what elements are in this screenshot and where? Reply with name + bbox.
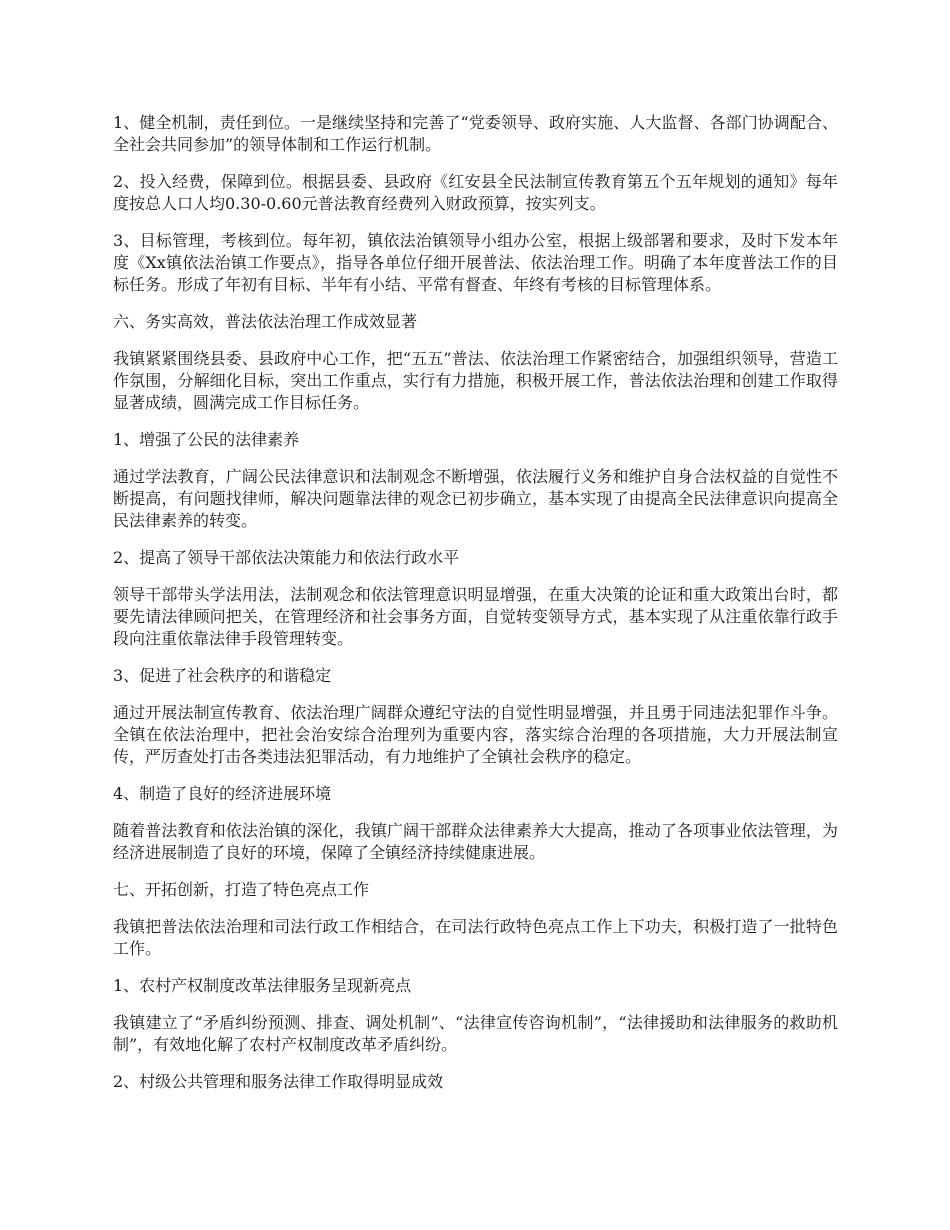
section-heading-6: 六、务实高效，普法依法治理工作成效显著 [113, 312, 418, 331]
subheading-property-reform: 1、农村产权制度改革法律服务呈现新亮点 [113, 976, 412, 995]
paragraph-leadership: 领导干部带头学法用法，法制观念和依法管理意识明显增强，在重大决策的论证和重大政策出台时，都要先请法律顾问把关，在管理经济和社会事务方面，自觉转变领导方式，基本实现了从注重依靠行政手段向注重依靠法律手段管理转变。 [113, 585, 838, 648]
paragraph-funding: 2、投入经费，保障到位。根据县委、县政府《红安县全民法制宣传教育第五个五年规划的通知》每年度按总人口人均0.30-0.60元普法教育经费列入财政预算，按实列支。 [113, 172, 838, 213]
paragraph-section-7-intro: 我镇把普法依法治理和司法行政工作相结合，在司法行政特色亮点工作上下功夫，积极打造了一批特色工作。 [113, 917, 838, 958]
paragraph-property-reform: 我镇建立了“矛盾纠纷预测、排查、调处机制”、“法律宣传咨询机制”，“法律援助和法律服务的救助机制”，有效地化解了农村产权制度改革矛盾纠纷。 [113, 1013, 838, 1054]
paragraph-social-order: 通过开展法制宣传教育、依法治理广阔群众遵纪守法的自觉性明显增强，并且勇于同违法犯罪作斗争。全镇在依法治理中，把社会治安综合治理列为重要内容，落实综合治理的各项措施，大力开展法制宣传，严厉查处打击各类违法犯罪活动，有力地维护了全镇社会秩序的稳定。 [113, 703, 838, 766]
subheading-village-services: 2、村级公共管理和服务法律工作取得明显成效 [113, 1072, 444, 1091]
subheading-leadership: 2、提高了领导干部依法决策能力和依法行政水平 [113, 548, 460, 567]
subheading-legal-literacy: 1、增强了公民的法律素养 [113, 430, 300, 449]
paragraph-mechanism: 1、健全机制，责任到位。一是继续坚持和完善了“党委领导、政府实施、人大监督、各部门协调配合、全社会共同参加”的领导体制和工作运行机制。 [113, 113, 838, 154]
subheading-economy: 4、制造了良好的经济进展环境 [113, 784, 332, 803]
paragraph-section-6-intro: 我镇紧紧围绕县委、县政府中心工作，把“五五”普法、依法治理工作紧密结合，加强组织领导，营造工作氛围，分解细化目标，突出工作重点，实行有力措施，积极开展工作，普法依法治理和创建工作取得显著成绩，圆满完成工作目标任务。 [113, 349, 838, 412]
subheading-social-order: 3、促进了社会秩序的和谐稳定 [113, 666, 332, 685]
document-body [113, 112, 838, 1108]
paragraph-economy: 随着普法教育和依法治镇的深化，我镇广阔干部群众法律素养大大提高，推动了各项事业依法管理，为经济进展制造了良好的环境，保障了全镇经济持续健康进展。 [113, 821, 838, 862]
paragraph-target-management: 3、目标管理，考核到位。每年初，镇依法治镇领导小组办公室，根据上级部署和要求，及时下发本年度《Xx镇依法治镇工作要点》，指导各单位仔细开展普法、依法治理工作。明确了本年度普法工作的目标任务。形成了年初有目标、半年有小结、平常有督查、年终有考核的目标管理体系。 [113, 231, 838, 294]
section-heading-7: 七、开拓创新，打造了特色亮点工作 [113, 880, 370, 899]
paragraph-legal-literacy: 通过学法教育，广阔公民法律意识和法制观念不断增强，依法履行义务和维护自身合法权益的自觉性不断提高，有问题找律师，解决问题靠法律的观念已初步确立，基本实现了由提高全民法律意识向提高全民法律素养的转变。 [113, 467, 838, 530]
